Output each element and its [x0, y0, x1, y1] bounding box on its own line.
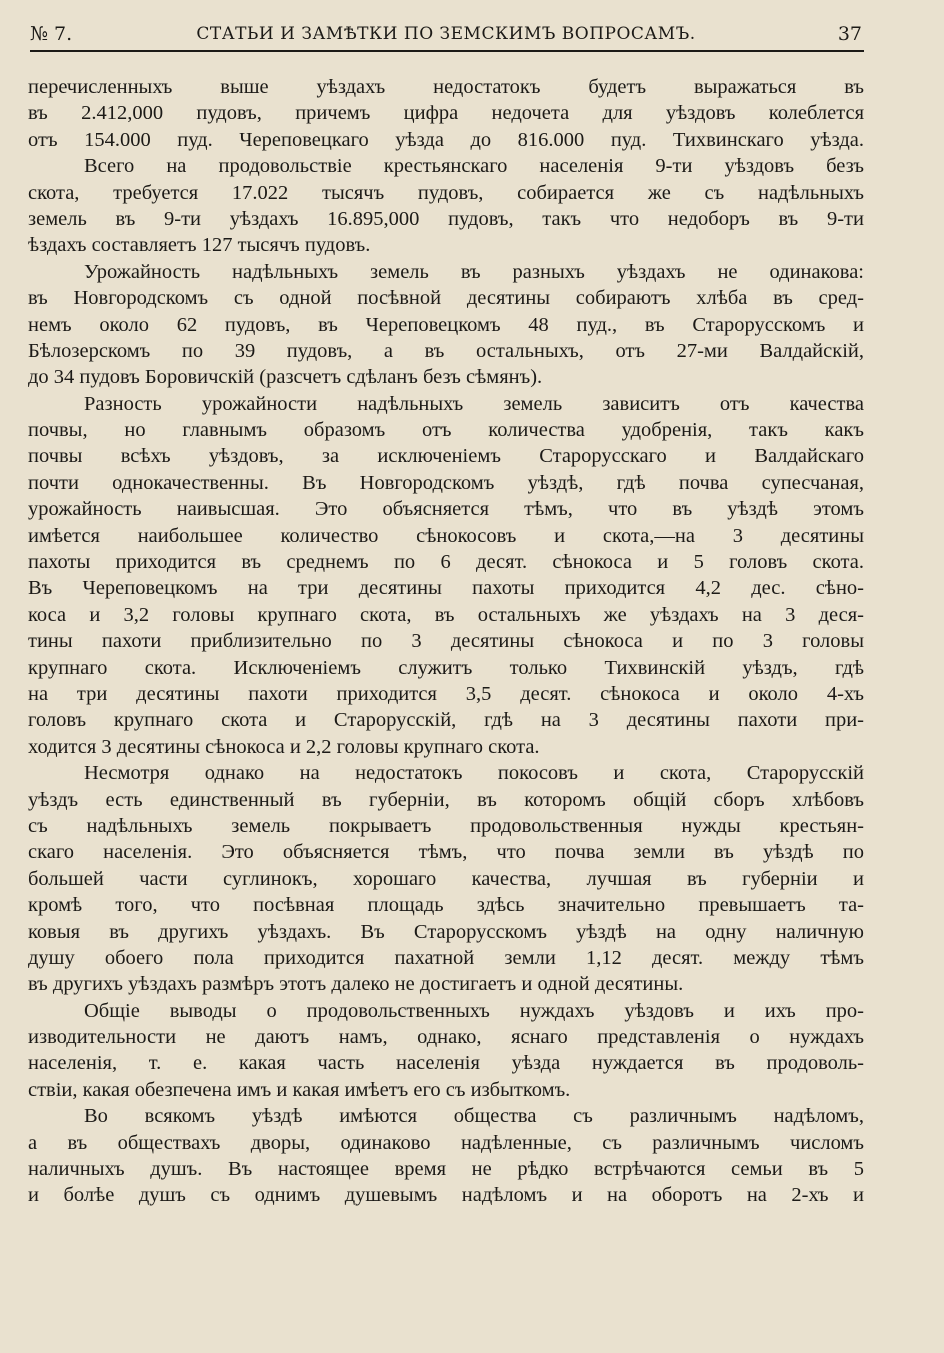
text-line: а въ обществахъ дворы, одинаково надѣленные, съ различнымъ числомъ — [28, 1131, 864, 1154]
text-line: до 34 пудовъ Боровичскій (разсчетъ сдѣланъ безъ сѣмянъ). — [28, 366, 543, 389]
text-line: ѣздахъ составляетъ 127 тысячъ пудовъ. — [28, 234, 371, 257]
text-line: изводительности не даютъ намъ, однако, яснаго представленія о нуждахъ — [28, 1026, 864, 1049]
text-line: на три десятины пахоти приходится 3,5 десят. сѣнокоса и около 4-хъ — [28, 682, 864, 705]
text-line: скаго населенія. Это объясняется тѣмъ, что почва земли въ уѣздѣ по — [28, 841, 864, 864]
running-header — [30, 22, 862, 52]
text-line: головъ крупнаго скота и Старорусскій, гдѣ на 3 десятины пахоти при- — [28, 709, 864, 732]
text-line: Разность урожайности надѣльныхъ земель зависитъ отъ качества — [84, 392, 864, 415]
text-line: коса и 3,2 головы крупнаго скота, въ остальныхъ же уѣздахъ на 3 деся- — [28, 603, 864, 626]
text-line: Общіе выводы о продовольственныхъ нуждахъ уѣздовъ и ихъ про- — [84, 999, 864, 1022]
section-title: СТАТЬИ И ЗАМѢТКИ ПО ЗЕМСКИМЪ ВОПРОСАМЪ. — [196, 24, 696, 44]
text-line: земель въ 9-ти уѣздахъ 16.895,000 пудовъ, такъ что недоборъ въ 9-ти — [28, 207, 864, 230]
text-line: Несмотря однако на недостатокъ покосовъ и скота, Старорусскій — [84, 762, 864, 785]
text-line: урожайность наивысшая. Это объясняется тѣмъ, что въ уѣздѣ этомъ — [28, 498, 864, 521]
text-line: почвы, но главнымъ образомъ отъ количества удобренія, такъ какъ — [28, 419, 864, 442]
text-line: населенія, т. е. какая часть населенія уѣзда нуждается въ продоволь- — [28, 1052, 864, 1075]
text-line: имѣется наибольшее количество сѣнокосовъ и скота,—на 3 десятины — [28, 524, 864, 547]
text-line: въ 2.412,000 пудовъ, причемъ цифра недочета для уѣздовъ колеблется — [28, 102, 864, 125]
text-line: тины пахоти приблизительно по 3 десятины сѣнокоса и по 3 головы — [28, 630, 864, 653]
text-line: ходится 3 десятины сѣнокоса и 2,2 головы крупнаго скота. — [28, 735, 540, 758]
text-line: душу обоего пола приходится пахатной земли 1,12 десят. между тѣмъ — [28, 946, 864, 969]
article-text — [28, 74, 864, 1209]
text-line: кромѣ того, что посѣвная площадь здѣсь значительно превышаетъ та- — [28, 894, 864, 917]
text-line: ствіи, какая обезпечена имъ и какая имѣетъ его съ избыткомъ. — [28, 1078, 571, 1101]
text-line: и болѣе душъ съ однимъ душевымъ надѣломъ и на оборотъ на 2-хъ и — [28, 1184, 864, 1207]
text-line: въ другихъ уѣздахъ размѣръ этотъ далеко не достигаетъ и одной десятины. — [28, 973, 684, 996]
page-number: 37 — [837, 23, 862, 45]
text-line: скота, требуется 17.022 тысячъ пудовъ, собирается же съ надѣльныхъ — [28, 181, 864, 204]
text-line: почвы всѣхъ уѣздовъ, за исключеніемъ Старорусскаго и Валдайскаго — [28, 445, 864, 468]
text-line: Въ Череповецкомъ на три десятины пахоты приходится 4,2 дес. сѣно- — [28, 577, 864, 600]
text-line: немъ около 62 пудовъ, въ Череповецкомъ 48 пуд., въ Старорусскомъ и — [28, 313, 864, 336]
text-line: Во всякомъ уѣздѣ имѣются общества съ различнымъ надѣломъ, — [84, 1105, 864, 1128]
text-line: большей части суглинокъ, хорошаго качества, лучшая въ губерніи и — [28, 867, 864, 890]
issue-number: № 7. — [30, 23, 73, 45]
text-line: Урожайность надѣльныхъ земель въ разныхъ уѣздахъ не одинакова: — [84, 260, 864, 283]
text-line: перечисленныхъ выше уѣздахъ недостатокъ будетъ выражаться въ — [28, 76, 864, 98]
text-line: ковыя въ другихъ уѣздахъ. Въ Старорусскомъ уѣздѣ на одну наличную — [28, 920, 864, 943]
text-line: въ Новгородскомъ съ одной посѣвной десятины собираютъ хлѣба въ сред- — [28, 287, 864, 310]
text-line: Всего на продовольствіе крестьянскаго населенія 9-ти уѣздовъ безъ — [84, 155, 864, 178]
text-line: наличныхъ душъ. Въ настоящее время не рѣдко встрѣчаются семьи въ 5 — [28, 1158, 864, 1181]
text-line: съ надѣльныхъ земель покрываетъ продовольственныя нужды крестьян- — [28, 814, 864, 837]
text-line: отъ 154.000 пуд. Череповецкаго уѣзда до 816.000 пуд. Тихвинскаго уѣзда. — [28, 128, 864, 151]
text-line: Бѣлозерскомъ по 39 пудовъ, а въ остальныхъ, отъ 27-ми Валдайскій, — [28, 339, 864, 362]
text-line: пахоты приходится въ среднемъ по 6 десят. сѣнокоса и 5 головъ скота. — [28, 551, 864, 574]
text-line: почти однокачественны. Въ Новгородскомъ уѣздѣ, гдѣ почва супесчаная, — [28, 471, 864, 494]
text-line: крупнаго скота. Исключеніемъ служитъ только Тихвинскій уѣздъ, гдѣ — [28, 656, 864, 679]
text-line: уѣздъ есть единственный въ губерніи, въ которомъ общій сборъ хлѣбовъ — [28, 788, 864, 811]
header-rule — [30, 50, 864, 52]
